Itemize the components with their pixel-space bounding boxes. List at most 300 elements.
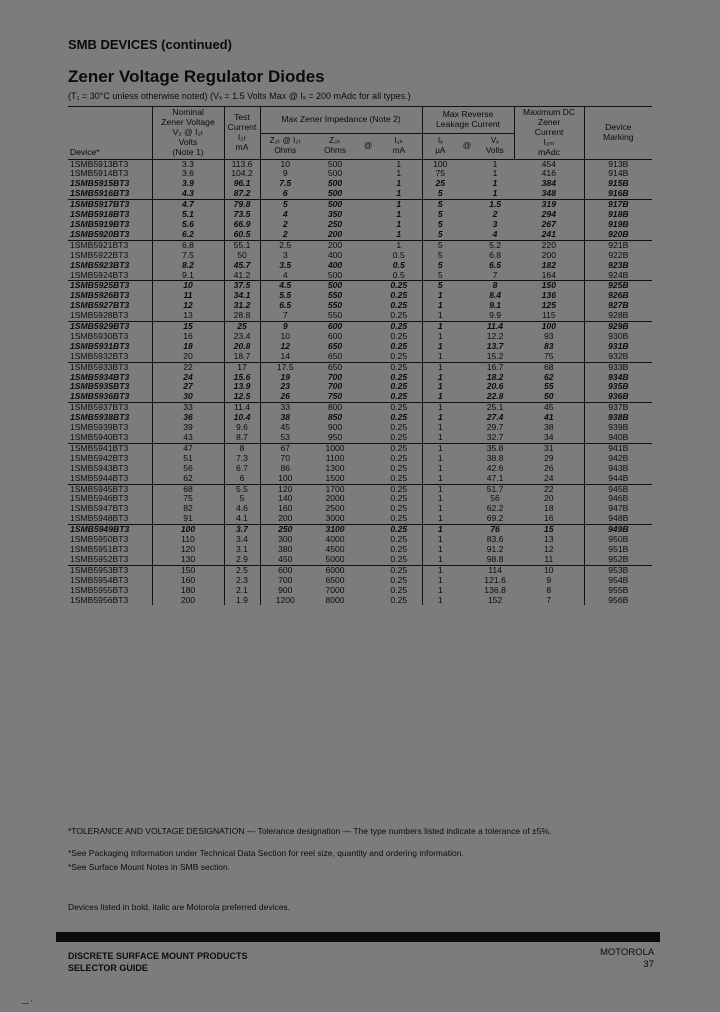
zzk-cell: 900 [327,422,343,433]
zzk-cell: 400 [327,249,343,260]
vr-cell: 136.8 [484,584,506,595]
table-row [68,565,652,575]
zzk-cell: 6500 [325,574,345,585]
izt-cell: 12.5 [224,392,260,402]
table-row [68,261,652,271]
vr-line1: Vₓ [490,136,499,146]
izt-cell: 8.7 [224,433,260,443]
zener-table [68,106,652,605]
zzt-cell: 9 [260,169,310,179]
col-max-dc-zener-current [514,107,584,160]
table-row [68,494,652,504]
footer-right [600,947,654,971]
zzt-cell: 33 [260,403,310,413]
izk-cell: 0.25 [390,350,408,361]
table-row [68,535,652,545]
table-row [68,159,652,169]
at-cell [360,200,376,210]
izk-cell: 0.25 [390,503,408,514]
vr-cell: 35.8 [476,443,514,453]
zzk-cell: 650 [327,350,343,361]
conditions-subtitle: (T₁ = 30°C unless otherwise noted) (Vₓ = 1.5 Volts Max @ Iₓ = 200 mAdc for all types.) [68,91,411,101]
vz-cell: 200 [152,596,224,606]
vr-cell: 76 [476,525,514,535]
table-row [68,545,652,555]
at-cell [360,403,376,413]
col-device-marking [584,107,652,160]
izm-cell: 241 [541,228,556,239]
table-row [68,413,652,423]
vr-cell: 5.2 [476,240,514,250]
zzt-line1: Z₂ₜ @ I₂ₜ [269,136,301,146]
device-cell: 1SMB5924BT3 [70,269,129,280]
vr-cell: 32.7 [486,432,504,442]
izt-cell: 4.1 [224,514,260,524]
ir-cell: 1 [422,423,458,433]
ir-cell: 1 [422,525,458,535]
izk-cell: 0.5 [392,269,405,280]
zzt-cell: 2 [260,220,310,230]
col-test-current [224,107,260,160]
col-zzk [310,133,360,159]
corner-mark: — ’ [22,1000,33,1007]
izt-cell: 9.6 [224,423,260,433]
ir-line1: Iₓ [437,136,443,146]
at-cell [360,504,376,514]
izk-line2: mA [392,146,405,156]
note-surface-mount: *See Surface Mount Notes in SMB section. [68,862,231,872]
izm-cell: 454 [514,159,584,169]
device-cell: 1SMB5927BT3 [70,300,130,311]
table-row [68,382,652,392]
zzk-cell: 500 [310,159,360,169]
ir-cell: 5 [422,230,458,240]
at-cell [458,301,476,311]
vr-cell: 3 [492,218,498,229]
marking-cell: 929B [584,322,652,332]
izt-line2: Current [227,121,257,132]
izt-line4: mA [235,141,249,152]
izk-cell: 0.25 [390,391,408,402]
vr-cell: 114 [476,565,514,575]
marking-cell: 951B [584,545,652,555]
zzk-cell: 250 [327,218,343,229]
ir-cell: 1 [422,392,458,402]
ir-line2: µA [435,146,446,156]
izk-cell: 1 [396,209,402,220]
izt-cell: 1.9 [224,596,260,606]
at-cell [360,443,376,453]
vz-cell: 3.9 [152,179,224,189]
vr-cell: 16.7 [476,362,514,372]
ir-cell: 1 [422,504,458,514]
izt-cell: 60.5 [224,230,260,240]
at-cell [458,332,476,342]
table-row [68,392,652,402]
zzt-cell: 2.5 [260,240,310,250]
izt-cell: 2.5 [224,565,260,575]
izk-cell: 1 [396,168,402,179]
vz-cell: 11 [152,291,224,301]
zzt-cell: 700 [260,576,310,586]
izt-cell: 11.4 [224,403,260,413]
device-cell: 1SMB5930BT3 [70,330,129,341]
vz-cell: 4.7 [152,200,224,210]
izt-cell: 20.8 [224,342,260,352]
marking-cell: 941B [584,443,652,453]
vr-cell: 15.2 [486,350,504,361]
col-nominal-zener-voltage [152,107,224,160]
marking-cell: 939B [584,423,652,433]
at-cell [458,392,476,402]
zzk-line2: Ohms [324,146,346,156]
table-row [68,362,652,372]
izk-cell: 0.5 [392,249,405,260]
at-cell [458,454,476,464]
zzt-cell: 200 [260,514,310,524]
zzt-cell: 7.5 [260,179,310,189]
zzk-cell: 1000 [310,443,360,453]
footer-rule [56,932,660,942]
table-row [68,525,652,535]
ir-cell: 25 [422,179,458,189]
vz-cell: 18 [152,342,224,352]
zzt-cell: 26 [260,392,310,402]
at-cell [360,555,376,565]
izm-cell: 115 [541,310,556,321]
izk-cell: 0.5 [392,259,405,270]
izm-cell: 9 [546,574,552,585]
izk-cell: 0.25 [390,422,408,433]
at-cell [360,179,376,189]
at-cell [360,251,376,261]
vz-cell: 9.1 [152,271,224,281]
izm-line1: Maximum DC [523,107,576,117]
at-cell [360,464,376,474]
vr-cell: 2 [492,209,498,220]
zzt-cell: 38 [260,413,310,423]
col-at-zk: @ [363,141,373,151]
izm-cell: 200 [541,249,556,260]
ir-cell: 5 [422,251,458,261]
vz-cell: 10 [152,281,224,291]
ir-cell: 1 [422,484,458,494]
marking-cell: 949B [584,525,652,535]
ir-cell: 1 [422,514,458,524]
izm-cell: 267 [541,218,556,229]
zzk-cell: 6000 [310,565,360,575]
zzk-cell: 200 [327,228,343,239]
device-cell: 1SMB5946BT3 [70,493,129,504]
izm-cell: 50 [544,391,554,402]
ir-cell: 1 [422,433,458,443]
vz-cell: 12 [152,301,224,311]
izt-cell: 45.7 [224,261,260,271]
izk-cell: 1 [376,240,422,250]
ir-cell: 1 [422,311,458,321]
marking-cell: 921B [584,240,652,250]
izm-line5: mAdc [538,146,561,157]
footer-brand: MOTOROLA [600,947,655,958]
at-cell [360,596,376,606]
at-cell [458,352,476,362]
device-cell: 1SMB5943BT3 [70,462,129,473]
table-row [68,454,652,464]
device-cell: 1SMB5949BT3 [68,525,152,535]
ir-cell: 5 [422,261,458,271]
izt-cell: 6 [224,474,260,484]
zzt-cell: 70 [260,454,310,464]
at-cell [458,322,476,332]
zzt-cell: 10 [260,159,310,169]
vr-cell: 83.6 [486,534,504,545]
izt-cell: 15.6 [224,373,260,383]
zzt-cell: 3 [260,251,310,261]
device-cell: 1SMB5923BT3 [70,259,130,270]
izk-line1: I₂ₖ [394,136,404,146]
zzk-line1: Z₂ₖ [329,136,341,146]
izt-cell: 55.1 [224,240,260,250]
table-row [68,403,652,413]
device-cell: 1SMB5937BT3 [68,403,152,413]
izm-cell: 18 [544,503,554,514]
zzt-cell: 300 [260,535,310,545]
vr-cell: 56 [490,493,500,504]
vz-cell: 39 [152,423,224,433]
marking-cell: 922B [584,251,652,261]
ir-cell: 1 [422,535,458,545]
vz-cell: 91 [152,514,224,524]
izk-cell: 0.25 [390,300,408,311]
izm-cell: 24 [544,472,554,483]
izk-cell: 0.25 [390,513,408,524]
zzk-cell: 350 [327,209,343,220]
at-cell [360,281,376,291]
zzt-cell: 2 [260,230,310,240]
at-cell [458,230,476,240]
marking-cell: 917B [584,200,652,210]
izm-cell: 220 [514,240,584,250]
at-cell [360,423,376,433]
izk-cell: 0.25 [390,381,408,392]
marking-cell: 934B [584,373,652,383]
device-cell: 1SMB5934BT3 [70,371,130,382]
zzt-cell: 86 [260,464,310,474]
device-cell: 1SMB5950BT3 [70,534,129,545]
izm-cell: 294 [541,209,556,220]
vz-cell: 5.6 [152,220,224,230]
vz-cell: 27 [152,382,224,392]
table-row [68,373,652,383]
marking-cell: 927B [584,301,652,311]
marking-cell: 931B [584,342,652,352]
at-cell [458,535,476,545]
device-cell: 1SMB5945BT3 [68,484,152,494]
table-row [68,342,652,352]
col-max-reverse-leakage [422,107,514,134]
zzt-cell: 4 [260,271,310,281]
izm-cell: 75 [544,350,554,361]
vz-cell: 15 [152,322,224,332]
izk-cell: 0.25 [390,493,408,504]
marking-cell: 936B [584,392,652,402]
izk-cell: 0.25 [390,432,408,442]
zzk-cell: 750 [327,391,343,402]
ir-cell: 5 [422,189,458,199]
ir-cell: 1 [422,413,458,423]
ir-cell: 1 [422,342,458,352]
at-cell [458,362,476,372]
marking-cell: 938B [584,413,652,423]
device-cell: 1SMB5939BT3 [70,422,129,433]
marking-cell: 947B [584,504,652,514]
zzk-cell: 950 [327,432,343,442]
vr-cell: 62.2 [486,503,504,514]
izk-cell: 1 [396,178,402,189]
izt-cell: 34.1 [224,291,260,301]
table-row [68,189,652,199]
izk-cell: 0.25 [390,584,408,595]
table-row [68,179,652,189]
izm-cell: 7 [546,594,552,605]
marking-cell: 918B [584,210,652,220]
ir-cell: 1 [422,291,458,301]
at-cell [458,514,476,524]
col-zzt [260,133,310,159]
zzk-cell: 550 [327,310,343,321]
vz-cell: 16 [152,332,224,342]
at-cell [360,514,376,524]
device-cell: 1SMB5926BT3 [70,290,130,301]
ir-cell: 1 [422,494,458,504]
vr-cell: 121.6 [484,574,506,585]
vz-cell: 13 [152,311,224,321]
section-heading: SMB DEVICES (continued) [68,37,232,52]
device-cell: 1SMB5944BT3 [70,472,129,483]
table-row [68,352,652,362]
table-row [68,311,652,321]
marking-cell: 945B [584,484,652,494]
at-cell [360,220,376,230]
izt-cell: 7.3 [224,454,260,464]
at-cell [360,271,376,281]
izt-cell: 2.3 [224,576,260,586]
mk-line2: Marking [603,131,634,142]
zzk-cell: 700 [327,381,343,392]
izk-cell: 0.25 [376,525,422,535]
izk-cell: 0.25 [390,340,408,351]
vr-cell: 1 [492,178,498,189]
zzk-cell: 5000 [325,553,345,564]
zzt-cell: 1200 [260,596,310,606]
vr-cell: 6.5 [489,259,502,270]
ir-cell: 1 [422,586,458,596]
note-preferred-devices: Devices listed in bold, italic are Motorola preferred devices. [68,902,291,912]
ir-cell: 100 [422,159,458,169]
izt-cell: 3.1 [224,545,260,555]
table-row [68,504,652,514]
izt-line1: Test [234,111,250,122]
izt-cell: 41.2 [224,271,260,281]
izk-cell: 0.25 [390,594,408,605]
vr-cell: 51.7 [476,484,514,494]
vz-cell: 62 [152,474,224,484]
marking-cell: 914B [584,169,652,179]
zzt-cell: 160 [260,504,310,514]
zzk-cell: 1300 [325,462,345,473]
izm-cell: 15 [514,525,584,535]
at-cell [458,443,476,453]
zzk-cell: 650 [310,362,360,372]
vz-line1: Nominal [172,107,204,117]
izm-cell: 68 [514,362,584,372]
izm-cell: 29 [544,452,554,463]
table-row [68,281,652,291]
vz-cell: 30 [152,392,224,402]
at-cell [458,403,476,413]
device-cell: 1SMB5933BT3 [68,362,152,372]
device-cell: 1SMB5948BT3 [70,513,129,524]
izm-cell: 136 [541,290,556,301]
at-cell [360,484,376,494]
at-cell [458,159,476,169]
device-cell: 1SMB5947BT3 [70,503,129,514]
zzt-cell: 5.5 [260,291,310,301]
at-cell [360,261,376,271]
at-cell [458,423,476,433]
vr-cell: 42.6 [486,462,504,473]
vr-cell: 1 [492,188,498,199]
at-cell [360,210,376,220]
table-row [68,332,652,342]
marking-cell: 924B [584,271,652,281]
at-cell [360,525,376,535]
izt-cell: 17 [224,362,260,372]
at-cell [458,281,476,291]
at-cell [360,413,376,423]
table-row [68,271,652,281]
izm-cell: 31 [514,443,584,453]
vr-cell: 1.5 [476,200,514,210]
at-cell [458,189,476,199]
table-row [68,423,652,433]
at-cell [360,159,376,169]
table-row [68,200,652,210]
zzk-cell: 600 [327,330,343,341]
izt-cell: 23.4 [224,332,260,342]
zzt-cell: 4 [260,210,310,220]
marking-cell: 952B [584,555,652,565]
zzt-cell: 45 [260,423,310,433]
at-cell [360,352,376,362]
marking-cell: 946B [584,494,652,504]
izt-cell: 50 [224,251,260,261]
table-row [68,596,652,606]
marking-cell: 920B [584,230,652,240]
zzt-cell: 100 [260,474,310,484]
izt-cell: 3.7 [224,525,260,535]
marking-cell: 955B [584,586,652,596]
at-cell [458,261,476,271]
izt-line3: I₂ₜ [237,131,247,142]
zzt-cell: 14 [260,352,310,362]
vz-line2: Zener Voltage [161,116,215,127]
zzk-cell: 3100 [310,525,360,535]
zzk-cell: 850 [327,412,343,423]
at-cell [458,271,476,281]
izm-cell: 384 [541,178,556,189]
at-cell [458,169,476,179]
